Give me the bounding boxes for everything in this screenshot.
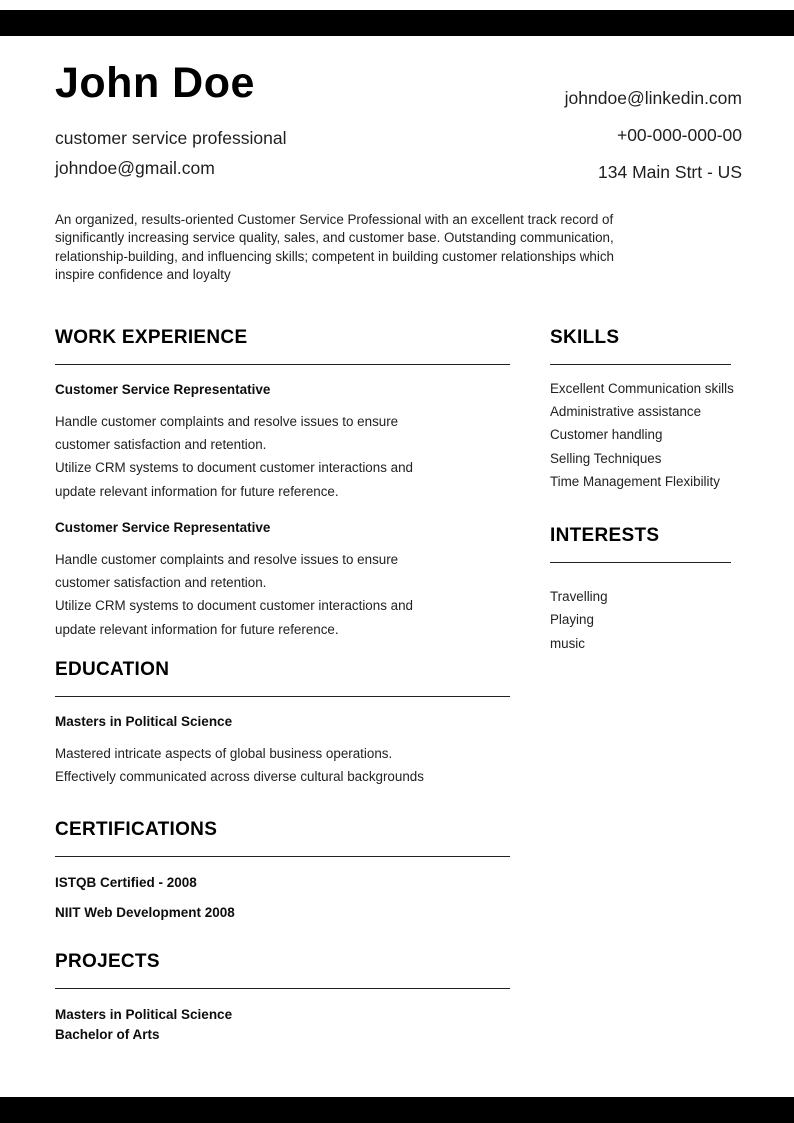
job-description-line: Handle customer complaints and resolve issues to ensure bbox=[55, 551, 399, 567]
summary-line: inspire confidence and loyalty bbox=[55, 267, 231, 283]
education-heading: EDUCATION bbox=[55, 659, 170, 680]
skill-item: Selling Techniques bbox=[550, 450, 662, 466]
interest-item: Playing bbox=[550, 612, 594, 628]
professional-summary bbox=[55, 211, 742, 285]
project-item: Masters in Political Science bbox=[55, 1006, 233, 1022]
skills-heading: SKILLS bbox=[550, 326, 620, 348]
project-item: Bachelor of Arts bbox=[55, 1026, 160, 1042]
section-certifications bbox=[55, 819, 510, 921]
summary-line: An organized, results-oriented Customer Service Professional with an excellent track record of bbox=[55, 212, 614, 227]
skill-item: Administrative assistance bbox=[550, 403, 702, 419]
section-divider bbox=[550, 562, 731, 563]
contact-address: 134 Main Strt - US bbox=[598, 162, 742, 182]
resume-header bbox=[55, 58, 742, 191]
top-decoration-bar bbox=[0, 10, 794, 36]
contact-phone: +00-000-000-00 bbox=[616, 125, 742, 145]
section-work-experience bbox=[55, 327, 510, 641]
skill-item: Customer handling bbox=[550, 427, 663, 443]
job-description-line: Utilize CRM systems to document customer interactions and bbox=[55, 598, 413, 614]
job-entry bbox=[55, 519, 510, 641]
person-email: johndoe@gmail.com bbox=[55, 157, 215, 178]
column-gap bbox=[510, 327, 550, 1045]
job-description-line: update relevant information for future reference. bbox=[55, 483, 339, 499]
job-description-line: Handle customer complaints and resolve issues to ensure bbox=[55, 413, 399, 429]
job-title: Customer Service Representative bbox=[55, 381, 271, 397]
education-description bbox=[55, 742, 510, 789]
education-description-line: Effectively communicated across diverse cultural backgrounds bbox=[55, 769, 424, 785]
section-divider bbox=[550, 364, 731, 365]
certification-list bbox=[55, 874, 510, 921]
education-description-line: Mastered intricate aspects of global business operations. bbox=[55, 746, 393, 761]
section-divider bbox=[55, 364, 510, 365]
header-identity bbox=[55, 58, 286, 191]
section-divider bbox=[55, 696, 510, 697]
work-experience-heading: WORK EXPERIENCE bbox=[55, 326, 248, 348]
interest-item: music bbox=[550, 635, 585, 651]
education-entry bbox=[55, 713, 510, 789]
skills-list bbox=[550, 377, 742, 493]
certification-item: ISTQB Certified - 2008 bbox=[55, 874, 197, 890]
interests-heading: INTERESTS bbox=[550, 525, 660, 547]
two-column-body bbox=[55, 327, 742, 1045]
job-entry bbox=[55, 381, 510, 503]
summary-line: relationship-building, and influencing skills; competent in building customer relationships which bbox=[55, 248, 614, 264]
certifications-heading: CERTIFICATIONS bbox=[55, 818, 218, 840]
section-projects bbox=[55, 951, 510, 1045]
job-description-line: customer satisfaction and retention. bbox=[55, 436, 267, 452]
job-description-line: customer satisfaction and retention. bbox=[55, 575, 267, 591]
person-name: John Doe bbox=[55, 59, 255, 107]
projects-heading: PROJECTS bbox=[55, 950, 160, 972]
job-description bbox=[55, 410, 510, 503]
project-list bbox=[55, 1005, 510, 1045]
section-divider bbox=[55, 856, 510, 857]
section-education bbox=[55, 659, 510, 789]
right-column bbox=[550, 327, 742, 1045]
section-interests bbox=[550, 525, 742, 655]
summary-line: significantly increasing service quality, sales, and customer base. Outstanding communication, bbox=[55, 230, 614, 246]
job-description-line: Utilize CRM systems to document customer interactions and bbox=[55, 460, 413, 476]
job-description-line: update relevant information for future reference. bbox=[55, 621, 339, 637]
person-job-title: customer service professional bbox=[55, 127, 287, 148]
interest-item: Travelling bbox=[550, 589, 608, 605]
header-contact-block bbox=[565, 58, 742, 191]
section-divider bbox=[55, 988, 510, 989]
left-column bbox=[55, 327, 510, 1045]
interests-list bbox=[550, 585, 742, 655]
education-degree: Masters in Political Science bbox=[55, 714, 233, 729]
contact-linkedin: johndoe@linkedin.com bbox=[564, 88, 742, 108]
certification-item: NIIT Web Development 2008 bbox=[55, 904, 235, 920]
skill-item: Excellent Communication skills bbox=[550, 380, 734, 396]
bottom-decoration-bar bbox=[0, 1097, 794, 1123]
section-skills bbox=[550, 327, 742, 493]
job-title: Customer Service Representative bbox=[55, 519, 271, 535]
skill-item: Time Management Flexibility bbox=[550, 473, 720, 489]
job-description bbox=[55, 548, 510, 641]
